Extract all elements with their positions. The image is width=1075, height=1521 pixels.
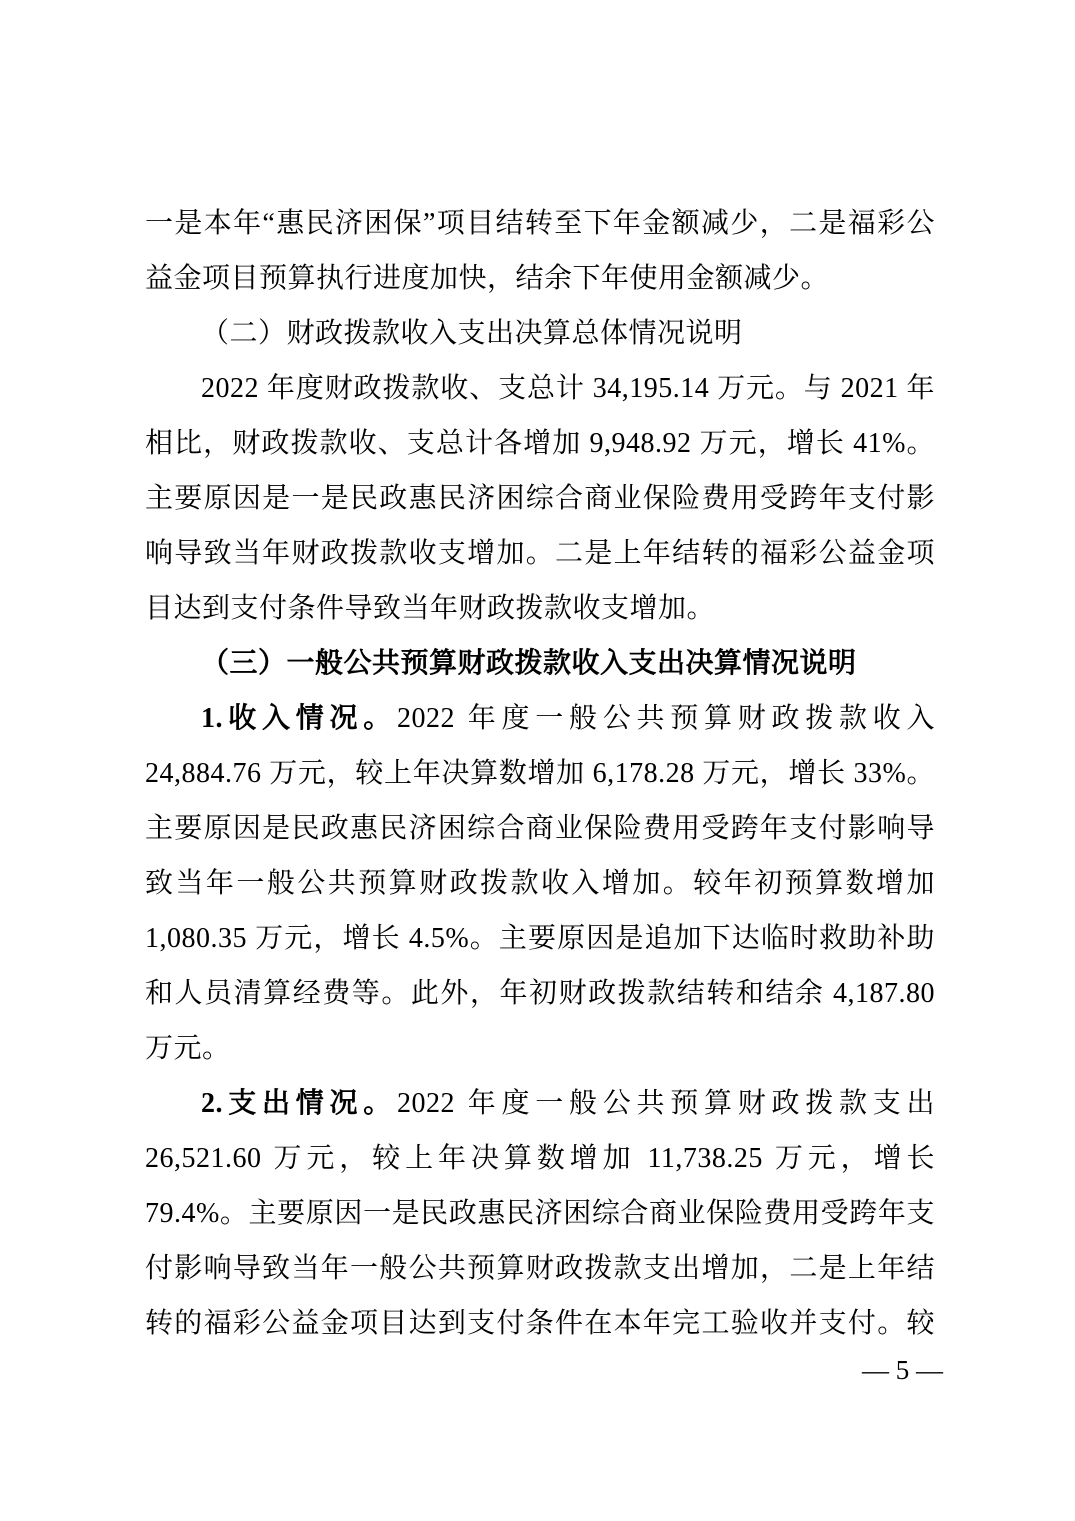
section-heading-3: （三）一般公共预算财政拨款收入支出决算情况说明: [201, 648, 857, 679]
text-segment: 2022 年度一般公共预算财政拨款支出: [397, 1088, 935, 1119]
text-line: 付影响导致当年一般公共预算财政拨款支出增加，二是上年结: [145, 1253, 935, 1284]
text-line: 响导致当年财政拨款收支增加。二是上年结转的福彩公益金项: [145, 538, 935, 569]
text-line: 主要原因是民政惠民济困综合商业保险费用受跨年支付影响导: [145, 813, 935, 844]
text-line: 一是本年“惠民济困保”项目结转至下年金额减少，二是福彩公: [145, 208, 935, 239]
text-line: 2022 年度财政拨款收、支总计 34,195.14 万元。与 2021 年: [201, 373, 935, 404]
text-line-paragraph-end: 万元。: [145, 1033, 231, 1064]
section-heading-2: （二）财政拨款收入支出决算总体情况说明: [201, 318, 743, 349]
text-line: 和人员清算经费等。此外，年初财政拨款结转和结余 4,187.80: [145, 978, 935, 1009]
text-line: 79.4%。主要原因一是民政惠民济困综合商业保险费用受跨年支: [145, 1198, 935, 1229]
text-line: 主要原因是一是民政惠民济困综合商业保险费用受跨年支付影: [145, 483, 935, 514]
text-line: [145, 691, 935, 746]
text-line: 26,521.60 万元，较上年决算数增加 11,738.25 万元，增长: [145, 1143, 935, 1174]
page-number: — 5 —: [862, 1355, 943, 1385]
text-line: [145, 1076, 935, 1131]
text-line: 1,080.35 万元，增长 4.5%。主要原因是追加下达临时救助补助: [145, 923, 935, 954]
text-segment: 2022 年度一般公共预算财政拨款收入: [397, 703, 935, 734]
text-line: 相比，财政拨款收、支总计各增加 9,948.92 万元，增长 41%。: [145, 428, 935, 459]
subsection-lead-expenditure: 2.支出情况。: [201, 1088, 397, 1119]
document-body: [145, 196, 935, 1351]
text-line-paragraph-end: 目达到支付条件导致当年财政拨款收支增加。: [145, 593, 716, 624]
text-line: 转的福彩公益金项目达到支付条件在本年完工验收并支付。较: [145, 1308, 935, 1339]
text-line: 致当年一般公共预算财政拨款收入增加。较年初预算数增加: [145, 868, 935, 899]
page-footer: [145, 1354, 943, 1386]
subsection-lead-income: 1.收入情况。: [201, 703, 397, 734]
text-line: 24,884.76 万元，较上年决算数增加 6,178.28 万元，增长 33%。: [145, 758, 935, 789]
text-line-paragraph-end: 益金项目预算执行进度加快，结余下年使用金额减少。: [145, 263, 830, 294]
